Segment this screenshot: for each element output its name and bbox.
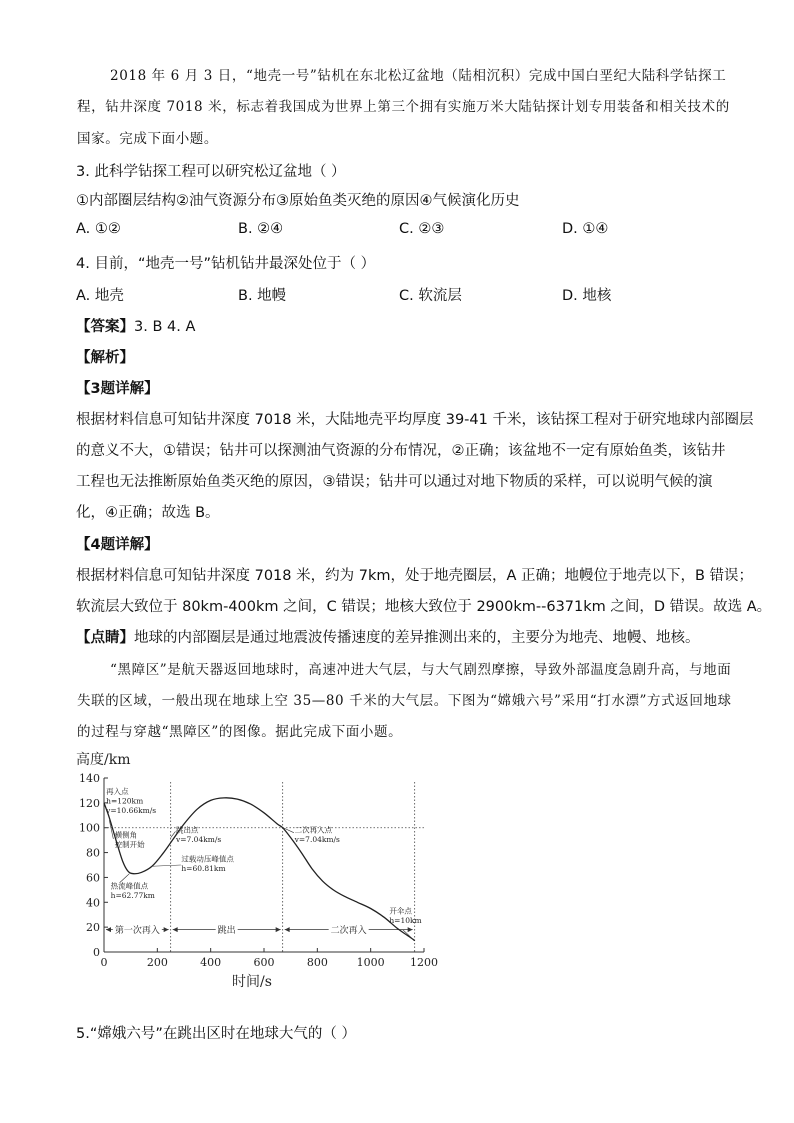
annotation-reentry-point: v=10.66km/s	[106, 806, 157, 816]
detail-4-line1: 根据材料信息可知钻井深度 7018 米，约为 7km，处于地壳圈层，A 正确；地幔位于地壳以下，B 错误；	[76, 568, 754, 584]
annotation-bank-angle-control: 控制开始	[114, 840, 145, 850]
question-4-stem: 4. 目前，“地壳一号”钻机钻井最深处位于（ ）	[76, 256, 376, 272]
tip-line	[76, 626, 700, 647]
y-tick-label: 60	[86, 871, 100, 885]
y-tick-label: 140	[79, 772, 100, 785]
y-tick-label: 20	[86, 921, 100, 935]
x-tick-label: 1200	[410, 956, 438, 969]
detail-4-label: 【4题详解】	[76, 537, 159, 553]
leader-line-overload	[152, 865, 181, 866]
detail-3-line4: 化，④正确；故选 B。	[76, 505, 220, 521]
passage1-line3: 国家。完成下面小题。	[77, 131, 218, 147]
annotation-overload-peak: 过载动压峰值点	[181, 854, 234, 864]
y-tick-label: 80	[86, 846, 100, 860]
detail-3-line1: 根据材料信息可知钻井深度 7018 米，大陆地壳平均厚度 39-41 千米，该钻探工程对于研究地球内部圈层	[76, 412, 754, 428]
phase-arrow-head-left	[173, 927, 178, 932]
annotation-skip-out-point: v=7.04km/s	[176, 835, 222, 845]
phase-arrow-head-right	[408, 927, 413, 932]
x-tick-label: 0	[100, 956, 108, 969]
annotation-skip-out-point: 跳出点	[176, 825, 199, 835]
annotation-heat-flux-peak: h=62.77km	[110, 891, 155, 901]
q4-option-b: B. 地幔	[238, 288, 287, 304]
y-tick-label: 40	[86, 896, 100, 910]
passage2-line2: 失联的区域，一般出现在地球上空 35—80 千米的大气层。下图为“嫦娥六号”采用“打水漂”方式返回地球	[77, 693, 732, 709]
phase-arrow-head-left	[106, 927, 111, 932]
q3-option-d: D. ①④	[562, 221, 609, 237]
annotation-parachute-point: 开伞点	[389, 906, 412, 916]
x-tick-label: 200	[146, 956, 168, 969]
detail-3-line2: 的意义不大，①错误；钻井可以探测油气资源的分布情况，②正确；该盆地不一定有原始鱼类，该钻井	[76, 443, 726, 459]
question-3-items: ①内部圈层结构②油气资源分布③原始鱼类灭绝的原因④气候演化历史	[76, 193, 520, 209]
tip-label: 【点睛】	[76, 630, 134, 646]
passage1-line1: 2018 年 6 月 3 日，“地壳一号”钻机在东北松辽盆地（陆相沉积）完成中国白垩纪大陆科学钻探工	[110, 68, 727, 84]
q3-option-b: B. ②④	[238, 221, 284, 237]
y-tick-label: 100	[79, 821, 100, 835]
answer-value: 3. B 4. A	[134, 319, 196, 335]
x-tick-label: 400	[200, 956, 222, 969]
q4-option-d: D. 地核	[562, 288, 612, 304]
detail-3-line3: 工程也无法推断原始鱼类灭绝的原因，③错误；钻井可以通过对地下物质的采样，可以说明气候的演	[76, 474, 713, 490]
annotation-second-reentry-point: v=7.04km/s	[294, 835, 340, 845]
phase-label: 跳出	[217, 926, 236, 937]
x-tick-label: 800	[306, 956, 328, 969]
q4-option-c: C. 软流层	[399, 288, 462, 304]
detail-3-label: 【3题详解】	[76, 381, 159, 397]
phase-arrow-head-left	[285, 927, 290, 932]
q3-option-a: A. ①②	[76, 221, 121, 237]
q3-option-c: C. ②③	[399, 221, 445, 237]
question-5-stem: 5.“嫦娥六号”在跳出区时在地球大气的（ ）	[76, 1026, 356, 1042]
answer-label: 【答案】	[76, 319, 134, 335]
question-3-stem: 3. 此科学钻探工程可以研究松辽盆地（ ）	[76, 164, 346, 180]
phase-label: 第一次再入	[114, 926, 160, 937]
x-axis-label: 时间/s	[232, 974, 272, 990]
y-tick-label: 120	[79, 796, 100, 810]
annotation-reentry-point: h=120km	[106, 796, 144, 806]
trajectory-line	[104, 798, 415, 941]
passage2-line3: 的过程与穿越“黑障区”的图像。据此完成下面小题。	[77, 724, 403, 740]
annotation-parachute-point: h=10km	[389, 915, 422, 925]
detail-4-line2: 软流层大致位于 80km-400km 之间，C 错误；地核大致位于 2900km--6371km 之间，D 错误。故选 A。	[76, 599, 772, 615]
annotation-heat-flux-peak: 热流峰值点	[110, 881, 149, 891]
y-tick-label: 0	[93, 946, 100, 959]
annotation-overload-peak: h=60.81km	[181, 863, 226, 873]
reentry-altitude-chart	[72, 746, 442, 1008]
passage1-line2: 程，钻井深度 7018 米，标志着我国成为世界上第三个拥有实施万米大陆钻探计划专用装备和相关技术的	[77, 99, 730, 115]
q4-option-a: A. 地壳	[76, 288, 124, 304]
y-axis-label: 高度/km	[76, 752, 131, 768]
phase-label: 二次再入	[330, 926, 367, 937]
annotation-reentry-point: 再入点	[106, 787, 129, 797]
annotation-bank-angle-control: 横侧角	[114, 830, 138, 840]
analysis-label: 【解析】	[76, 350, 134, 366]
phase-arrow-head-right	[276, 927, 281, 932]
chart-svg	[72, 746, 442, 1008]
annotation-second-reentry-point: 二次再入点	[294, 825, 333, 835]
passage2-line1: “黑障区”是航天器返回地球时，高速冲进大气层，与大气剧烈摩擦，导致外部温度急剧升高，与地面	[110, 662, 732, 678]
x-tick-label: 1000	[356, 956, 385, 969]
x-tick-label: 600	[253, 956, 275, 969]
phase-arrow-head-right	[164, 927, 169, 932]
tip-text: 地球的内部圈层是通过地震波传播速度的差异推测出来的，主要分为地壳、地幔、地核。	[134, 630, 700, 646]
answer-line	[76, 315, 195, 336]
